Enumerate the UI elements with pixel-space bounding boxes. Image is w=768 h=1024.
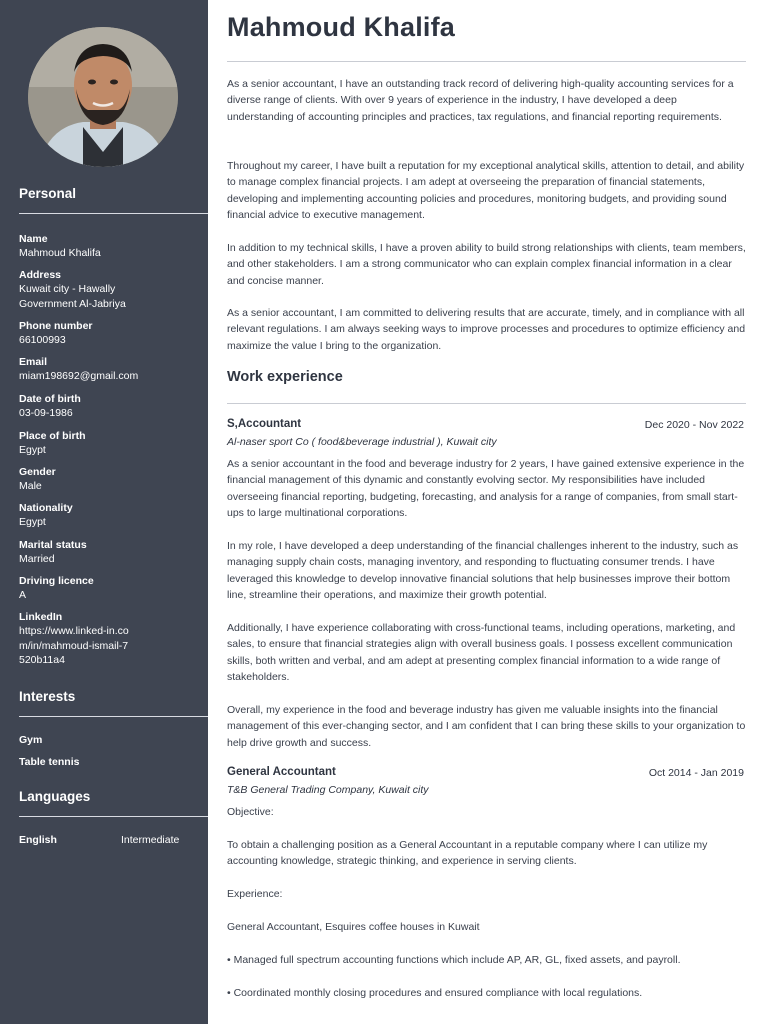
languages-divider xyxy=(19,816,208,817)
job-description-paragraph: As a senior accountant in the food and beverage industry for 2 years, I have gained extensive experience in the financial management of this dynamic and constantly evolving sector. My responsibilities have included overseeing financial reporting, budgeting, forecasting, and analysis for a range of companies, from small start-ups to large multinational corporations. xyxy=(227,458,745,520)
job-bullet-item: • Coordinated monthly closing procedures and ensured compliance with local regulations. xyxy=(227,987,643,999)
work-experience-title: Work experience xyxy=(227,369,343,385)
personal-field-phone xyxy=(19,320,199,348)
field-label: Gender xyxy=(19,466,56,478)
personal-section-title: Personal xyxy=(19,186,77,201)
field-value: Male xyxy=(19,480,42,492)
job-description-paragraph: Experience: xyxy=(227,888,283,900)
summary-paragraph: As a senior accountant, I have an outstanding track record of delivering high-quality accounting services for a diverse range of clients. With over 9 years of experience in the industry, I have developed a deep understanding of accounting principles and practices, tax regulations, and financial reporting requirements. xyxy=(227,78,734,123)
personal-divider xyxy=(19,213,208,214)
personal-field-dob xyxy=(19,393,199,421)
job-company: Al-naser sport Co ( food&beverage industrial ), Kuwait city xyxy=(227,436,497,448)
field-label: Name xyxy=(19,233,48,245)
job-description-paragraph: In my role, I have developed a deep understanding of the financial challenges inherent to the industry, such as managing supply chain costs, managing inventory, and responding to fluctuating consumer trends. I have leveraged this knowledge to develop innovative financial solutions that help businesses improve their bottom line, streamline their operations, and maximize their growth potential. xyxy=(227,540,739,602)
sidebar xyxy=(0,0,208,1024)
field-value[interactable]: miam198692@gmail.com xyxy=(19,370,139,382)
summary-paragraph: Throughout my career, I have built a reputation for my exceptional analytical skills, attention to detail, and ability to manage complex financial projects. I am adept at overseeing the preparation of financial statements, developing and implementing accounting policies and procedures, monitoring budgets, and providing sound financial advice to executive management. xyxy=(227,160,745,222)
languages-section-title: Languages xyxy=(19,789,91,804)
field-label: Email xyxy=(19,356,48,368)
linkedin-link[interactable]: https://www.linked-in.com/in/mahmoud-ismail-7520b11a4 xyxy=(19,625,129,666)
summary-paragraph: In addition to my technical skills, I have a proven ability to build strong relationships with clients, team members, and other stakeholders. I am a strong communicator who can explain complex financial information in a clear and concise manner. xyxy=(227,242,746,287)
personal-field-email xyxy=(19,356,199,384)
personal-field-address xyxy=(19,269,199,311)
field-label: Nationality xyxy=(19,502,73,514)
personal-field-nationality xyxy=(19,502,199,530)
field-label: Address xyxy=(19,269,62,281)
job-description-paragraph: Overall, my experience in the food and beverage industry has given me valuable insights into the financial management of this ever-changing sector, and I am confident that I can bring these skills to your organization to help drive growth and success. xyxy=(227,704,746,749)
language-name: English xyxy=(19,834,57,846)
job-title: General Accountant xyxy=(227,766,336,778)
job-company: T&B General Trading Company, Kuwait city xyxy=(227,784,429,796)
field-value: A xyxy=(19,589,27,601)
summary-paragraph: As a senior accountant, I am committed to delivering results that are accurate, timely, and in compliance with all relevant regulations. I am always seeking ways to improve processes and procedures to optimize efficiency and maximize the value I bring to the organization. xyxy=(227,307,746,352)
personal-field-name xyxy=(19,233,199,261)
field-value: Mahmoud Khalifa xyxy=(19,247,101,259)
job-dates: Dec 2020 - Nov 2022 xyxy=(644,419,744,431)
language-level: Intermediate xyxy=(121,834,180,846)
personal-field-marital-status xyxy=(19,539,199,567)
personal-field-place-of-birth xyxy=(19,430,199,458)
resume-name: Mahmoud Khalifa xyxy=(227,12,456,42)
field-label: LinkedIn xyxy=(19,611,63,623)
field-label: Phone number xyxy=(19,320,93,332)
job-bullet-item: • Managed full spectrum accounting functions which include AP, AR, GL, fixed assets, and payroll. xyxy=(227,954,681,966)
field-value: Married xyxy=(19,553,55,565)
interest-item: Table tennis xyxy=(19,756,80,768)
interest-item: Gym xyxy=(19,734,43,746)
job-description-paragraph: Objective: xyxy=(227,806,274,818)
field-value: Egypt xyxy=(19,516,46,528)
field-label: Marital status xyxy=(19,539,87,551)
personal-field-gender xyxy=(19,466,199,494)
interests-section-title: Interests xyxy=(19,689,76,704)
personal-field-driving-licence xyxy=(19,575,199,603)
personal-field-linkedin xyxy=(19,611,199,668)
profile-photo-illustration xyxy=(28,27,178,167)
field-label: Date of birth xyxy=(19,393,81,405)
field-label: Place of birth xyxy=(19,430,86,442)
job-dates: Oct 2014 - Jan 2019 xyxy=(648,767,744,779)
job-description-paragraph: General Accountant, Esquires coffee houses in Kuwait xyxy=(227,921,480,933)
field-label: Driving licence xyxy=(19,575,94,587)
profile-photo xyxy=(28,27,178,167)
job-title: S,Accountant xyxy=(227,418,302,430)
interests-divider xyxy=(19,716,208,717)
job-description-paragraph: Additionally, I have experience collaborating with cross-functional teams, including operations, marketing, and sales, to ensure that financial strategies align with overall business goals. I possess excellent communication skills, both written and verbal, and am adept at presenting complex financial information to a wide range of stakeholders. xyxy=(227,622,736,684)
job-description-paragraph: To obtain a challenging position as a General Accountant in a reputable company where I can utilize my accounting knowledge, strategic thinking, and experience in serving clients. xyxy=(227,839,708,868)
field-value: Kuwait city - Hawally Government Al-Jabriya xyxy=(19,283,126,310)
work-experience-divider xyxy=(227,403,746,404)
field-value: 66100993 xyxy=(19,334,66,346)
field-value: Egypt xyxy=(19,444,46,456)
header-divider xyxy=(227,61,746,62)
field-value: 03-09-1986 xyxy=(19,407,73,419)
